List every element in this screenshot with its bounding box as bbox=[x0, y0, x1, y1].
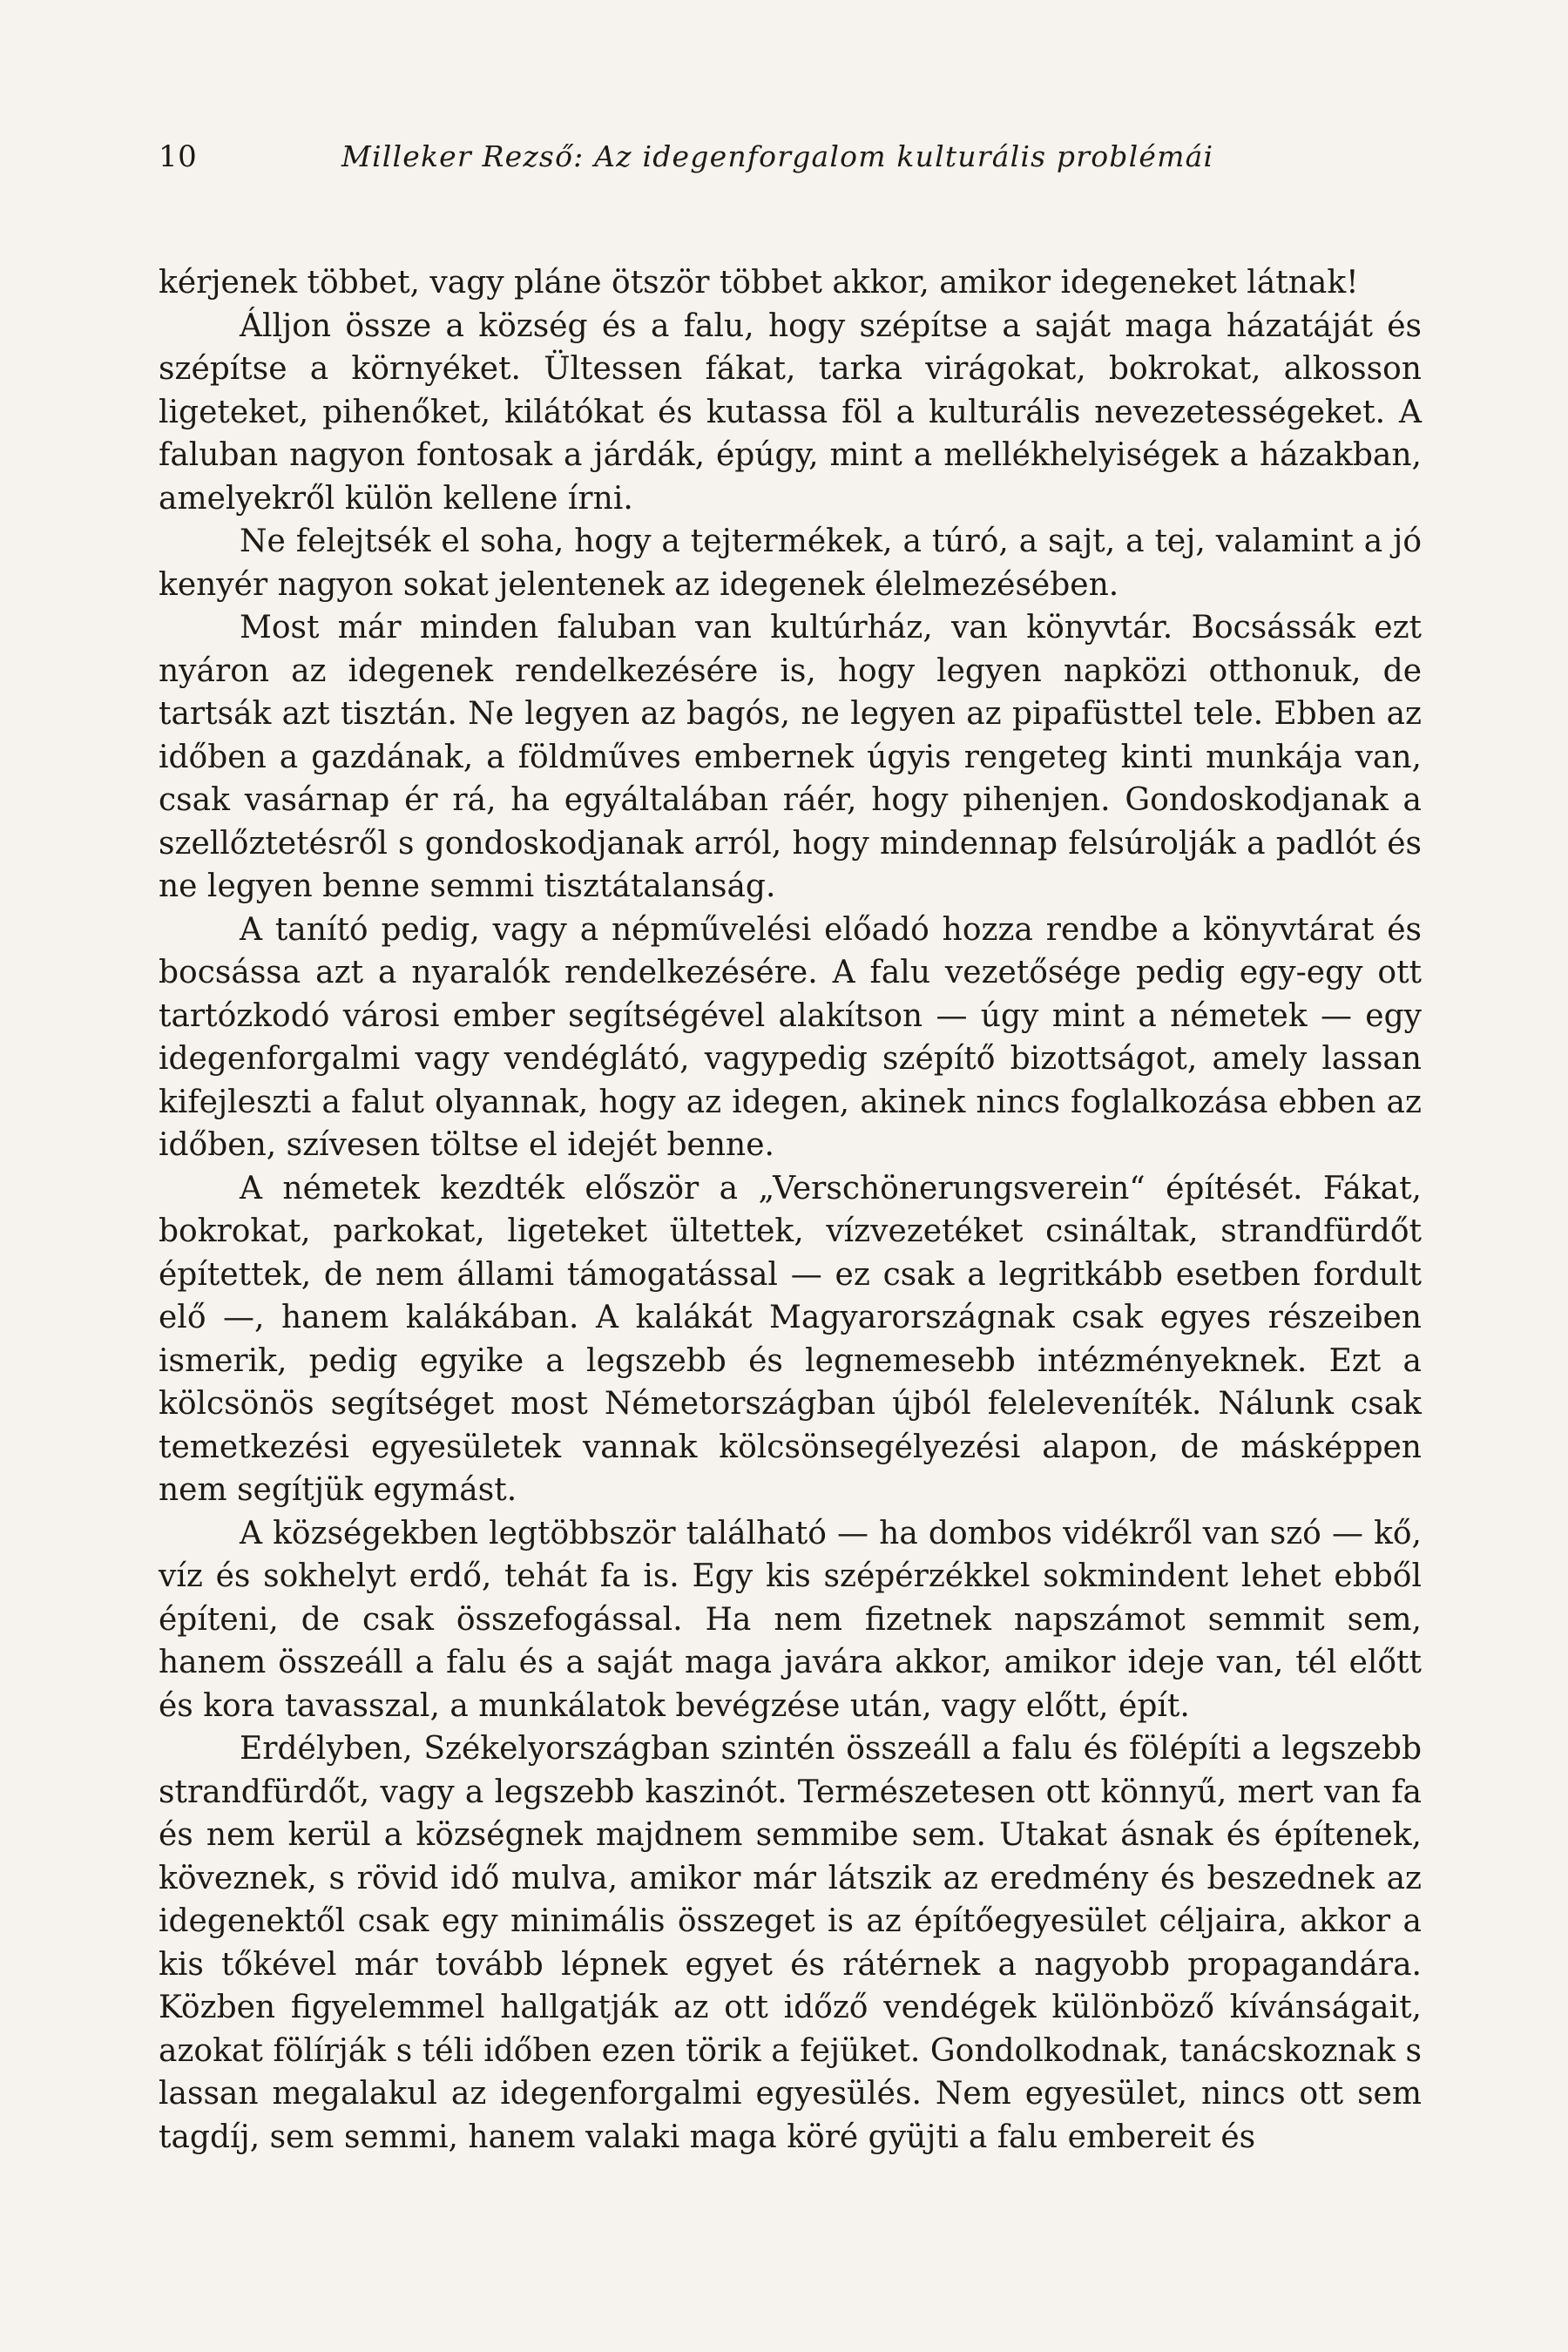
paragraph: A németek kezdték először a „Verschönerungsverein“ építését. Fákat, bokrokat, parkokat, ligeteket ültettek, vízvezetéket csináltak, strandfürdőt építettek, de nem állami támogatással — ez csak a legritkább esetben fordult elő —, hanem kalákában. A kalákát Magyarországnak csak egyes részeiben ismerik, pedig egyike a legszebb és legnemesebb intézményeknek. Ezt a kölcsönös segítséget most Németországban újból feleleveníték. Nálunk csak temetkezési egyesületek vannak kölcsönsegélyezési alapon, de másképpen nem segítjük egymást. bbox=[159, 1170, 1422, 1508]
paragraph: Álljon össze a község és a falu, hogy szépítse a saját maga házatáját és szépítse a környéket. Ültessen fákat, tarka virágokat, bokrokat, alkosson ligeteket, pihenőket, kilátókat és kutassa föl a kulturális nevezetességeket. A faluban nagyon fontosak a járdák, épúgy, mint a mellékhelyiségek a házakban, amelyekről külön kellene írni. bbox=[159, 308, 1422, 517]
paragraph: Erdélyben, Székelyországban szintén összeáll a falu és fölépíti a legszebb strandfürdőt, vagy a legszebb kaszinót. Természetesen ott könnyű, mert van fa és nem kerül a községnek majdnem semmibe sem. Utakat ásnak és építenek, köveznek, s rövid idő mulva, amikor már látszik az eredmény és beszednek az idegenektől csak egy minimális összeget is az építőegyesület céljaira, akkor a kis tőkével már tovább lépnek egyet és rátérnek a nagyobb propagandára. Közben figyelemmel hallgatják az ott időző vendégek különböző kívánságait, azokat fölírják s téli időben ezen törik a fejüket. Gondolkodnak, tanácskoznak s lassan megalakul az idegenforgalmi egyesülés. Nem egyesület, nincs ott sem tagdíj, sem semmi, hanem valaki maga köré gyüjti a falu embereit és bbox=[159, 1731, 1422, 2155]
paragraph: kérjenek többet, vagy pláne ötször többet akkor, amikor idegeneket látnak! bbox=[159, 265, 1359, 301]
page-number: 10 bbox=[159, 139, 198, 174]
body-text bbox=[159, 261, 1422, 2159]
page-header bbox=[159, 131, 1422, 183]
paragraph: A tanító pedig, vagy a népművelési előadó hozza rendbe a könyvtárat és bocsássa azt a nyaralók rendelkezésére. A falu vezetősége pedig egy-egy ott tartózkodó városi ember segítségével alakítson — úgy mint a németek — egy idegenforgalmi vagy vendéglátó, vagypedig szépítő bizottságot, amely lassan kifejleszti a falut olyannak, hogy az idegen, akinek nincs foglalkozása ebben az időben, szívesen töltse el idejét benne. bbox=[159, 911, 1422, 1163]
paragraph: Ne felejtsék el soha, hogy a tejtermékek, a túró, a sajt, a tej, valamint a jó kenyér nagyon sokat jelentenek az idegenek élelmezésében. bbox=[159, 524, 1422, 603]
paragraph: Most már minden faluban van kultúrház, van könyvtár. Bocsássák ezt nyáron az idegenek rendelkezésére is, hogy legyen napközi otthonuk, de tartsák azt tisztán. Ne legyen az bagós, ne legyen az pipafüsttel tele. Ebben az időben a gazdának, a földműves embernek úgyis rengeteg kinti munkája van, csak vasárnap ér rá, ha egyáltalában ráér, hogy pihenjen. Gondoskodjanak a szellőztetésről s gondoskodjanak arról, hogy mindennap felsúrolják a padlót és ne legyen benne semmi tisztátalanság. bbox=[159, 610, 1422, 904]
paragraph: A községekben legtöbbször található — ha dombos vidékről van szó — kő, víz és sokhelyt erdő, tehát fa is. Egy kis szépérzékkel sokmindent lehet ebből építeni, de csak összefogással. Ha nem fizetnek napszámot semmit sem, hanem összeáll a falu és a saját maga javára akkor, amikor ideje van, tél előtt és kora tavasszal, a munkálatok bevégzése után, vagy előtt, épít. bbox=[159, 1515, 1422, 1724]
running-head: Milleker Rezső: Az idegenforgalom kulturális problémái bbox=[341, 139, 1214, 173]
